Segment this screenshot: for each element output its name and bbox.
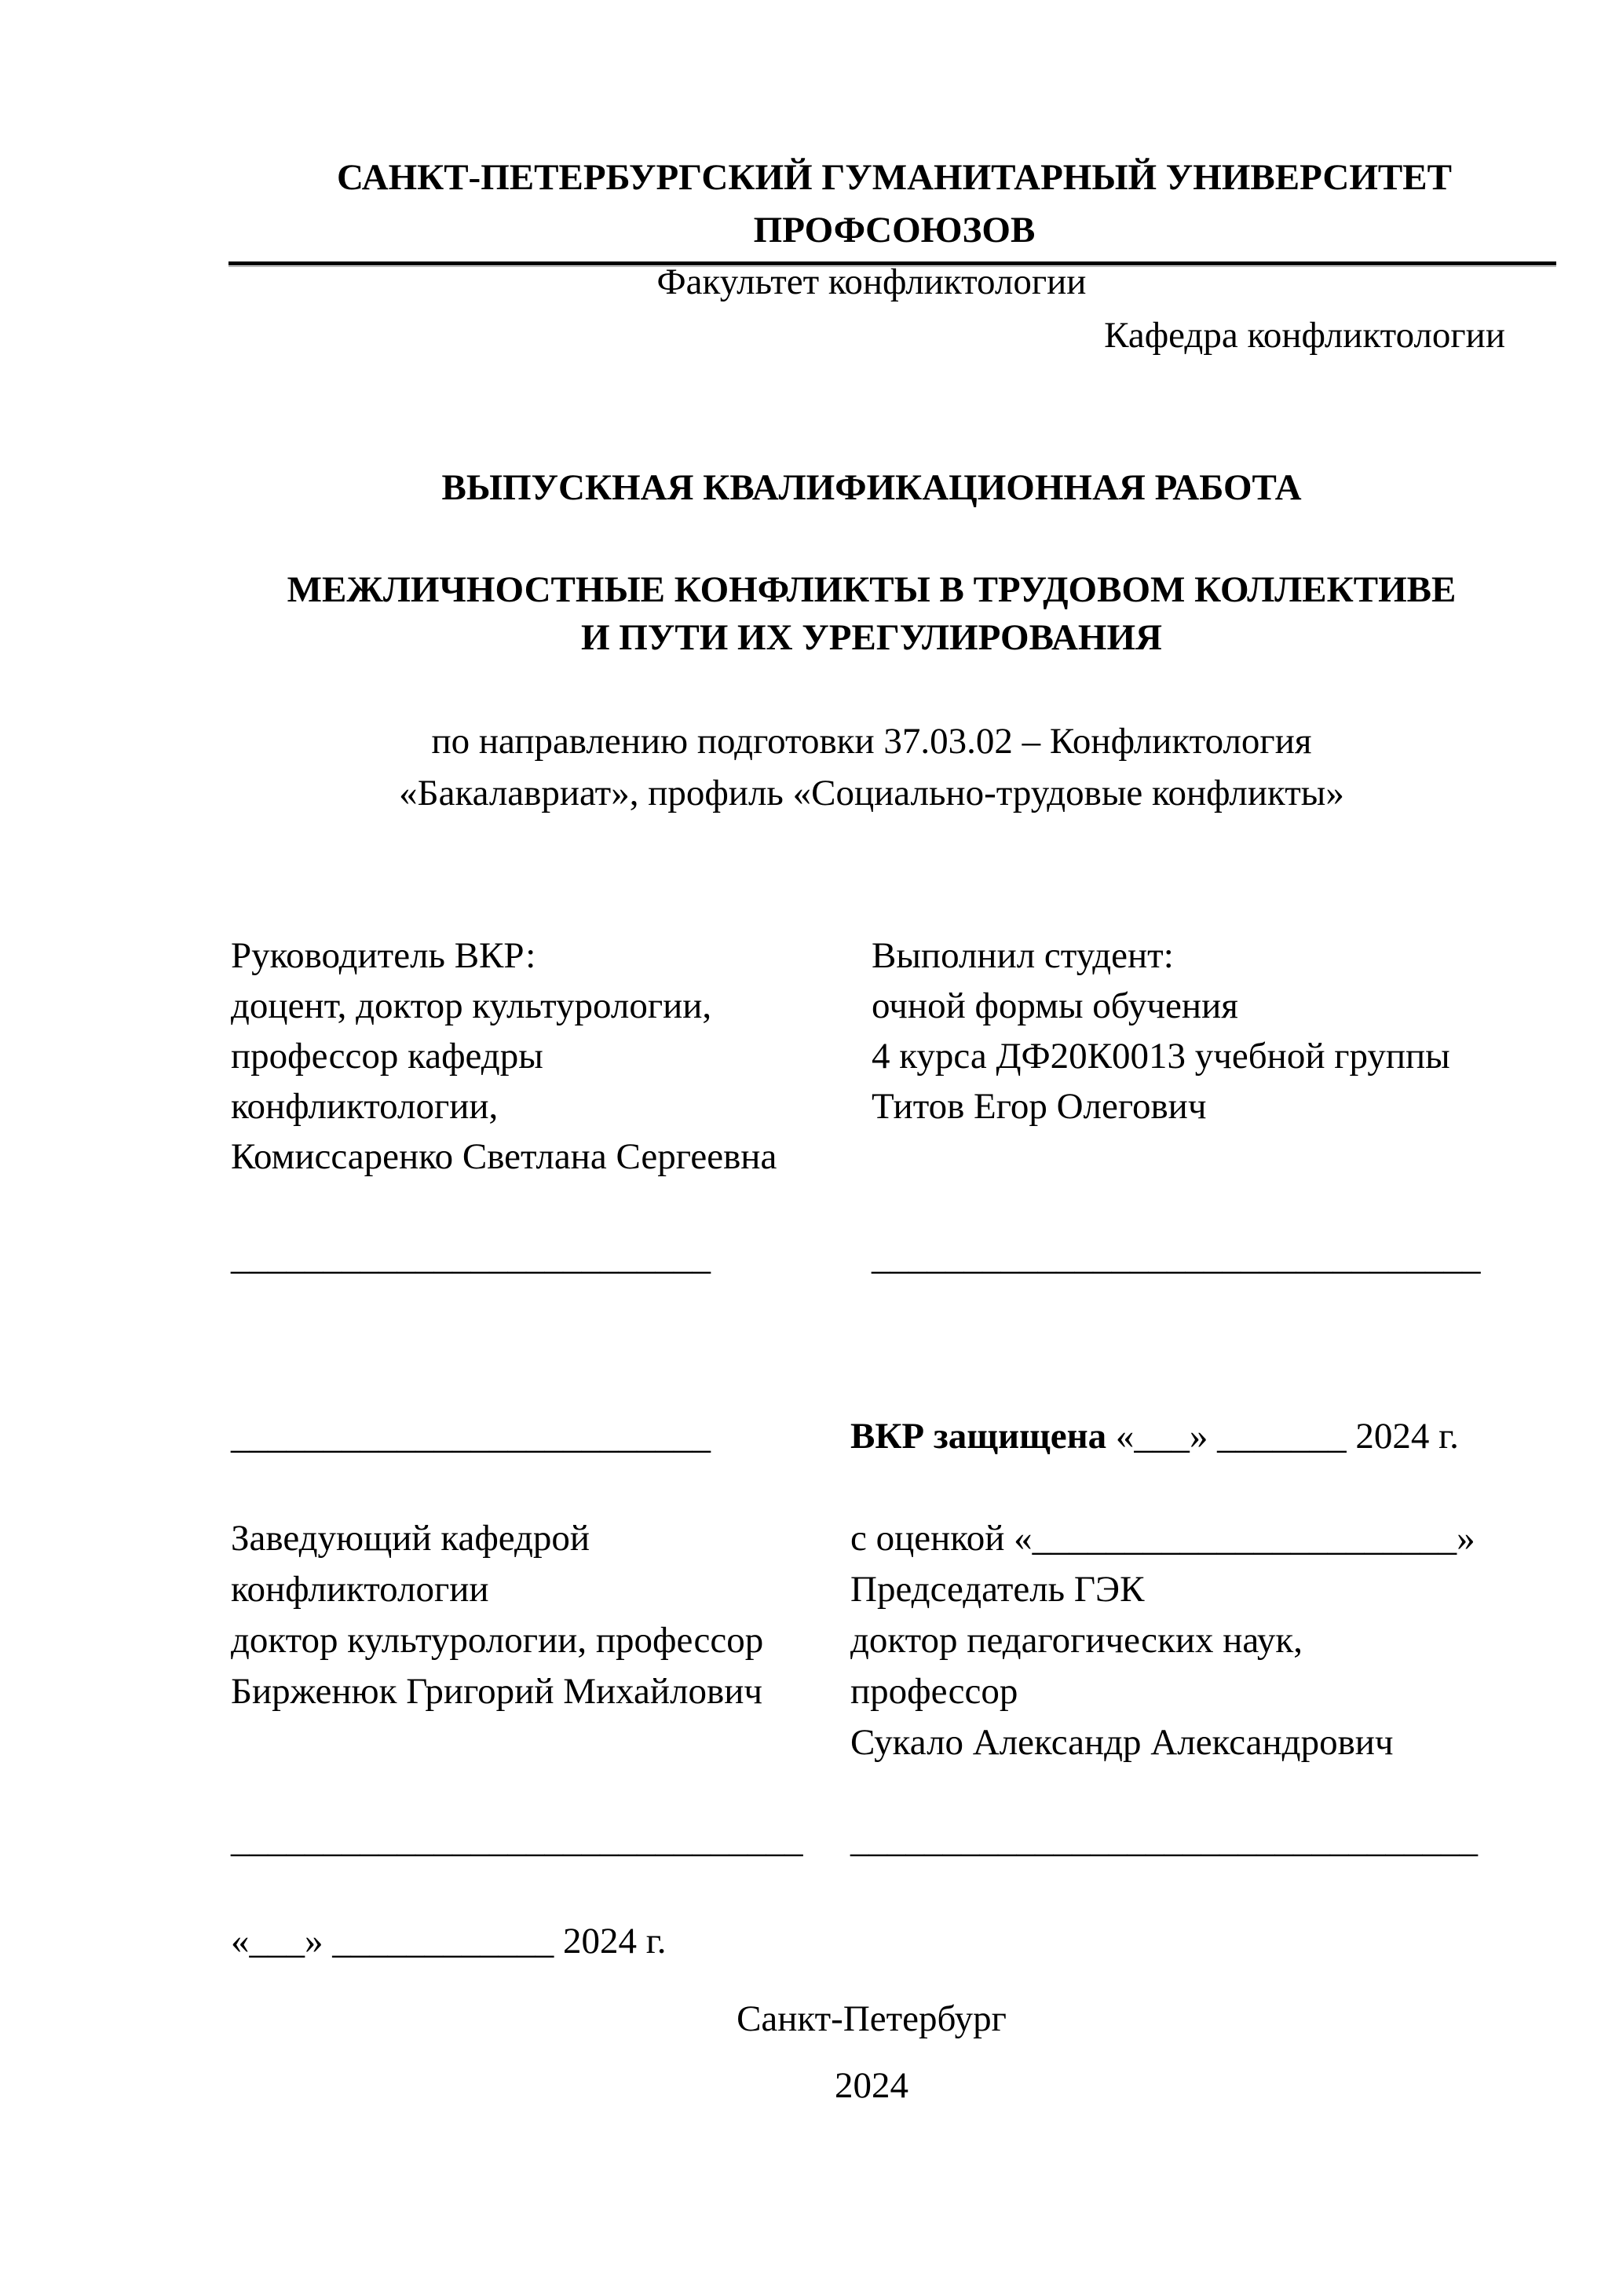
supervisor-position: профессор кафедры: [231, 1036, 543, 1077]
student-signature-line: _________________________________: [872, 1237, 1481, 1278]
student-group: 4 курса ДФ20К0013 учебной группы: [872, 1036, 1450, 1077]
chairman-position: профессор: [850, 1671, 1018, 1712]
head-name: Бирженюк Григорий Михайлович: [231, 1671, 763, 1712]
supervisor-title: доцент, доктор культурологии,: [231, 985, 712, 1026]
head-signature-line: _______________________________: [231, 1819, 803, 1860]
defense-line: [850, 1418, 1459, 1455]
head-date-line: «___» ____________ 2024 г.: [231, 1921, 667, 1961]
defense-label: ВКР защищена: [850, 1416, 1107, 1457]
chairman-degree: доктор педагогических наук,: [850, 1620, 1303, 1661]
supervisor-second-signature-line: __________________________: [231, 1416, 711, 1457]
defense-date: «___» _______ 2024 г.: [1106, 1416, 1459, 1457]
chairman-label: Председатель ГЭК: [850, 1569, 1145, 1610]
department-name: Кафедра конфликтологии: [1104, 315, 1505, 356]
city: Санкт-Петербург: [737, 1998, 1007, 2039]
head-department: конфликтологии: [231, 1569, 489, 1610]
student-name: Титов Егор Олегович: [872, 1086, 1207, 1127]
supervisor-signature-line: __________________________: [231, 1237, 711, 1278]
work-type-title: ВЫПУСКНАЯ КВАЛИФИКАЦИОННАЯ РАБОТА: [441, 467, 1302, 508]
university-name-line1: САНКТ-ПЕТЕРБУРГСКИЙ ГУМАНИТАРНЫЙ УНИВЕРСИТЕТ: [337, 157, 1452, 198]
supervisor-department: конфликтологии,: [231, 1086, 499, 1127]
university-name-line2: ПРОФСОЮЗОВ: [753, 210, 1036, 250]
head-label: Заведующий кафедрой: [231, 1518, 590, 1559]
year: 2024: [835, 2065, 908, 2106]
supervisor-label: Руководитель ВКР:: [231, 935, 536, 976]
head-title: доктор культурологии, профессор: [231, 1620, 764, 1661]
faculty-name: Факультет конфликтологии: [656, 261, 1087, 302]
topic-title-line1: МЕЖЛИЧНОСТНЫЕ КОНФЛИКТЫ В ТРУДОВОМ КОЛЛЕКТИВЕ: [287, 569, 1457, 610]
chairman-name: Сукало Александр Александрович: [850, 1722, 1394, 1763]
direction-line1: по направлению подготовки 37.03.02 – Конфликтология: [431, 721, 1312, 762]
chairman-signature-line: __________________________________: [850, 1819, 1478, 1860]
student-label: Выполнил студент:: [872, 935, 1174, 976]
topic-title-line2: И ПУТИ ИХ УРЕГУЛИРОВАНИЯ: [581, 617, 1162, 658]
grade-line: с оценкой «_______________________»: [850, 1518, 1475, 1559]
direction-line2: «Бакалавриат», профиль «Социально-трудовые конфликты»: [399, 773, 1344, 813]
supervisor-name: Комиссаренко Светлана Сергеевна: [231, 1136, 777, 1177]
student-study-form: очной формы обучения: [872, 985, 1238, 1026]
